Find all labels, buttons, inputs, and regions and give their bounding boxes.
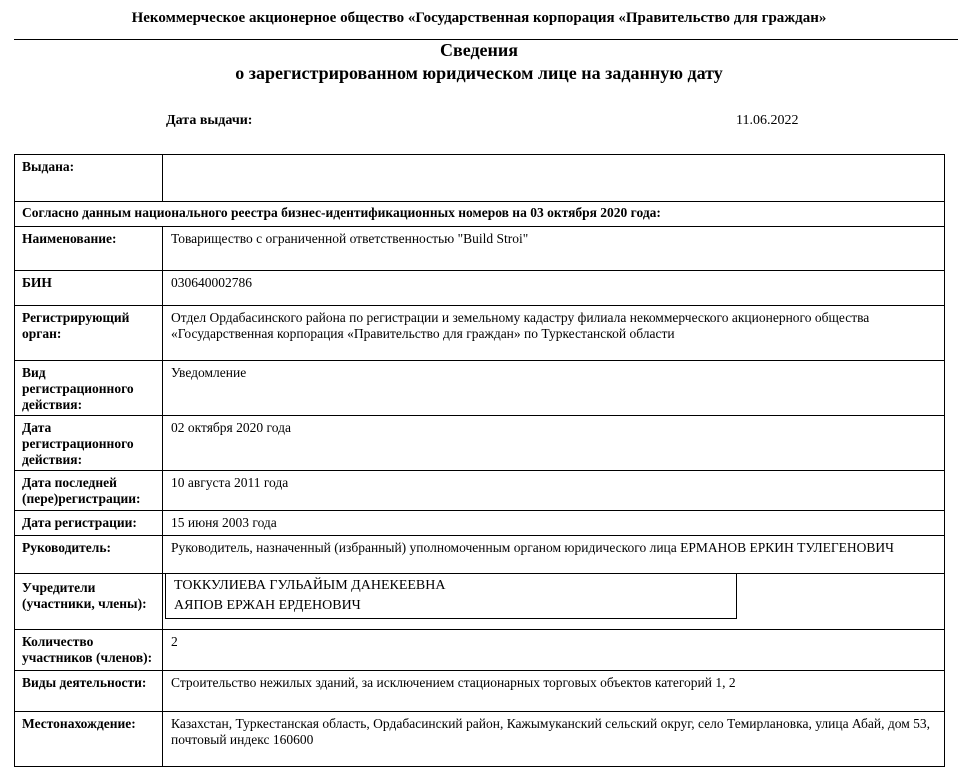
members-count-row bbox=[14, 629, 945, 671]
name-row bbox=[14, 226, 945, 271]
column-divider bbox=[162, 155, 163, 201]
authority-row bbox=[14, 305, 945, 361]
founders-list bbox=[165, 573, 737, 619]
founders-row bbox=[14, 573, 945, 630]
column-divider bbox=[162, 630, 163, 670]
registration-date-label: Дата регистрации: bbox=[22, 515, 137, 530]
head-value: Руководитель, назначенный (избранный) уполномоченным органом юридического лица ЕРМАНОВ ЕРКИН ТУЛЕГЕНОВИЧ bbox=[171, 540, 894, 555]
column-divider bbox=[162, 574, 163, 629]
bin-label: БИН bbox=[22, 275, 52, 290]
issued-to-row bbox=[14, 154, 945, 202]
head-label: Руководитель: bbox=[22, 540, 112, 555]
action-type-row bbox=[14, 360, 945, 416]
location-row bbox=[14, 711, 945, 767]
activities-label: Виды деятельности: bbox=[22, 675, 147, 690]
column-divider bbox=[162, 536, 163, 573]
column-divider bbox=[162, 361, 163, 415]
location-label: Местонахождение: bbox=[22, 716, 136, 731]
column-divider bbox=[162, 511, 163, 535]
issue-date-value: 11.06.2022 bbox=[736, 113, 799, 128]
authority-label: Регистрирующий орган: bbox=[22, 310, 130, 341]
activities-row bbox=[14, 670, 945, 712]
action-date-label: Дата регистрационного действия: bbox=[22, 420, 134, 467]
last-registration-row bbox=[14, 470, 945, 511]
name-value: Товарищество с ограниченной ответственностью "Build Stroi" bbox=[171, 231, 529, 246]
head-row bbox=[14, 535, 945, 574]
founder-item: АЯПОВ ЕРЖАН ЕРДЕНОВИЧ bbox=[174, 598, 361, 613]
action-type-value: Уведомление bbox=[171, 365, 247, 380]
registration-date-value: 15 июня 2003 года bbox=[171, 515, 277, 530]
last-registration-value: 10 августа 2011 года bbox=[171, 475, 289, 490]
founder-item: ТОККУЛИЕВА ГУЛЬАЙЫМ ДАНЕКЕЕВНА bbox=[174, 578, 446, 593]
founders-label: Учредители (участники, члены): bbox=[22, 580, 147, 611]
last-registration-label: Дата последней (пере)регистрации: bbox=[22, 475, 141, 506]
action-date-value: 02 октября 2020 года bbox=[171, 420, 291, 435]
document-subtitle: о зарегистрированном юридическом лице на заданную дату bbox=[235, 63, 723, 83]
action-type-label: Вид регистрационного действия: bbox=[22, 365, 134, 412]
action-date-row bbox=[14, 415, 945, 471]
name-label: Наименование: bbox=[22, 231, 117, 246]
activities-value: Строительство нежилых зданий, за исключением стационарных торговых объектов категорий 1, 2 bbox=[171, 675, 736, 690]
authority-value: Отдел Ордабасинского района по регистрации и земельному кадастру филиала некоммерческого акционерного общества «Государственная корпорация «Правительство для граждан» по Туркестанской области bbox=[171, 310, 870, 341]
bin-value: 030640002786 bbox=[171, 275, 252, 290]
document-title: Сведения bbox=[439, 40, 519, 60]
column-divider bbox=[162, 712, 163, 766]
column-divider bbox=[162, 471, 163, 510]
column-divider bbox=[162, 671, 163, 711]
location-value: Казахстан, Туркестанская область, Ордабасинский район, Кажымуканский сельский округ, село Темирлановка, улица Абай, дом 53, почтовый индекс 160600 bbox=[171, 716, 930, 747]
issue-date-label: Дата выдачи: bbox=[166, 113, 253, 128]
registry-note-row bbox=[14, 201, 945, 227]
issued-to-label: Выдана: bbox=[22, 159, 75, 174]
column-divider bbox=[162, 227, 163, 270]
bin-row bbox=[14, 270, 945, 306]
registration-date-row bbox=[14, 510, 945, 536]
column-divider bbox=[162, 271, 163, 305]
registry-note: Согласно данным национального реестра бизнес-идентификационных номеров на 03 октября 2020 года: bbox=[22, 205, 661, 220]
members-count-label: Количество участников (членов): bbox=[22, 634, 153, 665]
column-divider bbox=[162, 306, 163, 360]
column-divider bbox=[162, 416, 163, 470]
members-count-value: 2 bbox=[171, 634, 178, 649]
organization-header: Некоммерческое акционерное общество «Государственная корпорация «Правительство для граждан» bbox=[131, 10, 827, 26]
